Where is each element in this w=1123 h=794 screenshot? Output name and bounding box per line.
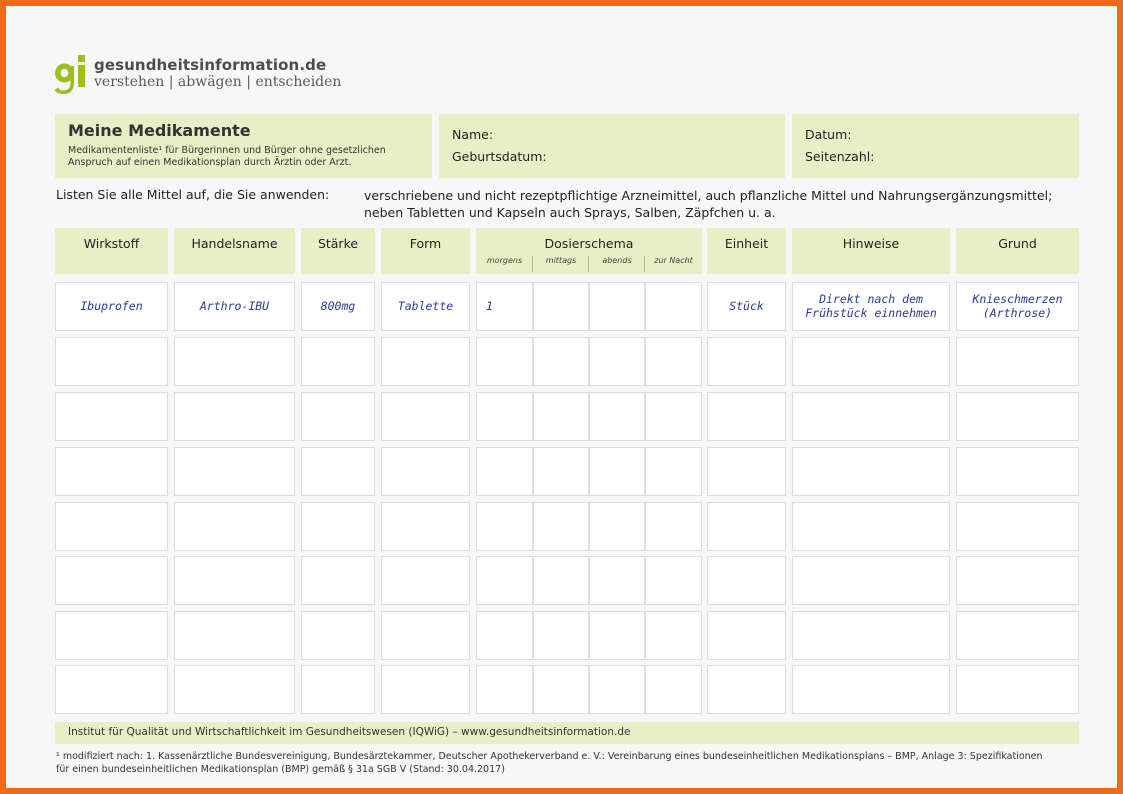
table-cell-abends[interactable] — [589, 502, 645, 551]
table-cell-hinweise[interactable] — [792, 556, 950, 605]
table-cell-abends[interactable] — [589, 337, 645, 386]
table-cell-morgens[interactable] — [476, 337, 533, 386]
entry-staerke: 800mg — [320, 298, 356, 313]
table-cell-abends[interactable] — [589, 447, 645, 496]
table-cell-form[interactable] — [381, 665, 470, 714]
dose-subheader-abends: abends — [602, 256, 632, 265]
table-cell-abends[interactable] — [589, 556, 645, 605]
table-cell-form[interactable] — [381, 502, 470, 551]
footnote: ¹ modifiziert nach: 1. Kassenärztliche Bundesvereinigung, Bundesärztekammer, Deutscher Apothekerverband e. V.: Vereinbarung eines bundeseinheitlichen Medikationsplans – BMP, Anlage 3: Spezifikationen für einen bundeseinheitlichen Medikationsplan (BMP) gemäß § 31a SGB V (Stand: 30.04.2017) — [56, 751, 1043, 775]
table-cell-grund[interactable] — [956, 447, 1079, 496]
footer-bar — [55, 722, 1079, 744]
table-cell-hinweise[interactable] — [792, 502, 950, 551]
table-cell-morgens[interactable] — [476, 502, 533, 551]
dose-subheader-zur_nacht: zur Nacht — [654, 256, 693, 265]
date-label: Datum: — [805, 127, 852, 142]
table-cell-grund[interactable] — [956, 665, 1079, 714]
brand-name: gesundheitsinformation.de — [94, 56, 327, 74]
table-cell-abends[interactable] — [589, 611, 645, 660]
table-cell-wirkstoff[interactable] — [55, 502, 168, 551]
table-cell-einheit[interactable] — [707, 611, 786, 660]
entry-handelsname: Arthro-IBU — [199, 298, 270, 313]
entry-morgens: 1 — [486, 298, 493, 313]
table-cell-staerke[interactable] — [301, 447, 375, 496]
table-cell-einheit[interactable] — [707, 556, 786, 605]
table-cell-mittags[interactable] — [533, 337, 589, 386]
table-cell-grund[interactable] — [956, 556, 1079, 605]
table-cell-handelsname[interactable] — [174, 611, 295, 660]
table-cell-mittags[interactable] — [533, 611, 589, 660]
table-cell-staerke[interactable] — [301, 392, 375, 441]
birthdate-label: Geburtsdatum: — [452, 149, 547, 164]
table-cell-zur_nacht[interactable] — [645, 665, 702, 714]
table-cell-hinweise[interactable] — [792, 665, 950, 714]
column-header-wirkstoff: Wirkstoff — [55, 228, 168, 274]
column-header-form: Form — [381, 228, 470, 274]
table-cell-wirkstoff[interactable] — [55, 337, 168, 386]
table-cell-einheit[interactable] — [707, 665, 786, 714]
page-subtitle: Medikamentenliste¹ für Bürgerinnen und Bürger ohne gesetzlichen Anspruch auf einen Medikationsplan durch Ärztin oder Arzt. — [68, 145, 386, 168]
table-cell-einheit[interactable] — [707, 447, 786, 496]
entry-einheit: Stück — [729, 298, 764, 313]
table-cell-handelsname[interactable] — [174, 665, 295, 714]
table-cell-einheit[interactable] — [707, 337, 786, 386]
table-cell-mittags[interactable] — [533, 392, 589, 441]
table-cell-staerke[interactable] — [301, 611, 375, 660]
table-cell-handelsname[interactable] — [174, 447, 295, 496]
table-cell-staerke[interactable] — [301, 337, 375, 386]
table-cell-mittags[interactable] — [533, 502, 589, 551]
table-cell-form[interactable] — [381, 611, 470, 660]
entry-hinweise: Direkt nach dem Frühstück einnehmen — [805, 291, 937, 320]
table-cell-handelsname[interactable] — [174, 337, 295, 386]
page-title: Meine Medikamente — [68, 121, 251, 140]
table-cell-grund[interactable] — [956, 502, 1079, 551]
table-cell-hinweise[interactable] — [792, 447, 950, 496]
table-cell-wirkstoff[interactable] — [55, 447, 168, 496]
table-cell-hinweise[interactable] — [792, 392, 950, 441]
column-header-handelsname: Handelsname — [174, 228, 295, 274]
entry-wirkstoff: Ibuprofen — [80, 298, 143, 313]
table-cell-grund[interactable] — [956, 611, 1079, 660]
table-cell-morgens[interactable] — [476, 447, 533, 496]
table-cell-morgens[interactable] — [476, 556, 533, 605]
table-cell-zur_nacht[interactable] — [645, 392, 702, 441]
column-header-staerke: Stärke — [301, 228, 375, 274]
table-cell-wirkstoff[interactable] — [55, 556, 168, 605]
table-cell-einheit[interactable] — [707, 502, 786, 551]
table-cell-mittags[interactable] — [533, 665, 589, 714]
table-cell-form[interactable] — [381, 556, 470, 605]
table-cell-morgens[interactable] — [476, 392, 533, 441]
column-header-hinweise: Hinweise — [792, 228, 950, 274]
table-cell-handelsname[interactable] — [174, 502, 295, 551]
table-cell-wirkstoff[interactable] — [55, 392, 168, 441]
dose-subheader-divider — [644, 256, 645, 272]
person-panel — [439, 114, 785, 178]
table-cell-staerke[interactable] — [301, 665, 375, 714]
table-cell-zur_nacht[interactable] — [645, 611, 702, 660]
table-cell-morgens[interactable] — [476, 611, 533, 660]
name-label: Name: — [452, 127, 494, 142]
table-cell-handelsname[interactable] — [174, 556, 295, 605]
table-cell-staerke[interactable] — [301, 502, 375, 551]
column-header-einheit: Einheit — [707, 228, 786, 274]
table-cell-form[interactable] — [381, 392, 470, 441]
table-cell-handelsname[interactable] — [174, 392, 295, 441]
instruction-label: Listen Sie alle Mittel auf, die Sie anwenden: — [56, 187, 330, 202]
column-header-dosierschema: Dosierschema — [476, 228, 702, 274]
table-cell-zur_nacht[interactable] — [645, 447, 702, 496]
table-cell-morgens[interactable] — [476, 665, 533, 714]
date-panel — [792, 114, 1079, 178]
brand-tagline: verstehen | abwägen | entscheiden — [94, 74, 342, 90]
table-cell-abends[interactable] — [589, 665, 645, 714]
table-cell-zur_nacht[interactable] — [645, 556, 702, 605]
table-cell-form[interactable] — [381, 447, 470, 496]
table-cell-grund[interactable] — [956, 392, 1079, 441]
table-cell-wirkstoff[interactable] — [55, 665, 168, 714]
table-cell-wirkstoff[interactable] — [55, 611, 168, 660]
table-cell-hinweise[interactable] — [792, 337, 950, 386]
table-cell-einheit[interactable] — [707, 392, 786, 441]
table-cell-abends[interactable] — [589, 392, 645, 441]
column-header-grund: Grund — [956, 228, 1079, 274]
footer-text: Institut für Qualität und Wirtschaftlichkeit im Gesundheitswesen (IQWiG) – www.gesundheitsinformation.de — [68, 726, 631, 738]
instruction-text: verschriebene und nicht rezeptpflichtige Arzneimittel, auch pflanzliche Mittel und Nahrungsergänzungsmittel; neben Tabletten und Kapseln auch Sprays, Salben, Zäpfchen u. a. — [364, 188, 1053, 220]
gi-logo-icon — [52, 50, 92, 100]
table-cell-abends[interactable] — [589, 282, 645, 331]
dose-subheader-divider — [588, 256, 589, 272]
title-panel — [55, 114, 432, 178]
table-cell-zur_nacht[interactable] — [645, 337, 702, 386]
table-cell-mittags[interactable] — [533, 282, 589, 331]
table-cell-mittags[interactable] — [533, 447, 589, 496]
table-cell-zur_nacht[interactable] — [645, 282, 702, 331]
table-cell-zur_nacht[interactable] — [645, 502, 702, 551]
entry-grund: Knieschmerzen (Arthrose) — [972, 291, 1063, 320]
table-cell-grund[interactable] — [956, 337, 1079, 386]
table-cell-hinweise[interactable] — [792, 611, 950, 660]
table-cell-staerke[interactable] — [301, 556, 375, 605]
table-cell-form[interactable] — [381, 337, 470, 386]
dose-subheader-morgens: morgens — [486, 256, 523, 265]
dose-subheader-divider — [532, 256, 533, 272]
page-number-label: Seitenzahl: — [805, 149, 875, 164]
entry-form: Tablette — [397, 298, 454, 313]
dose-subheader-mittags: mittags — [545, 256, 577, 265]
table-cell-mittags[interactable] — [533, 556, 589, 605]
